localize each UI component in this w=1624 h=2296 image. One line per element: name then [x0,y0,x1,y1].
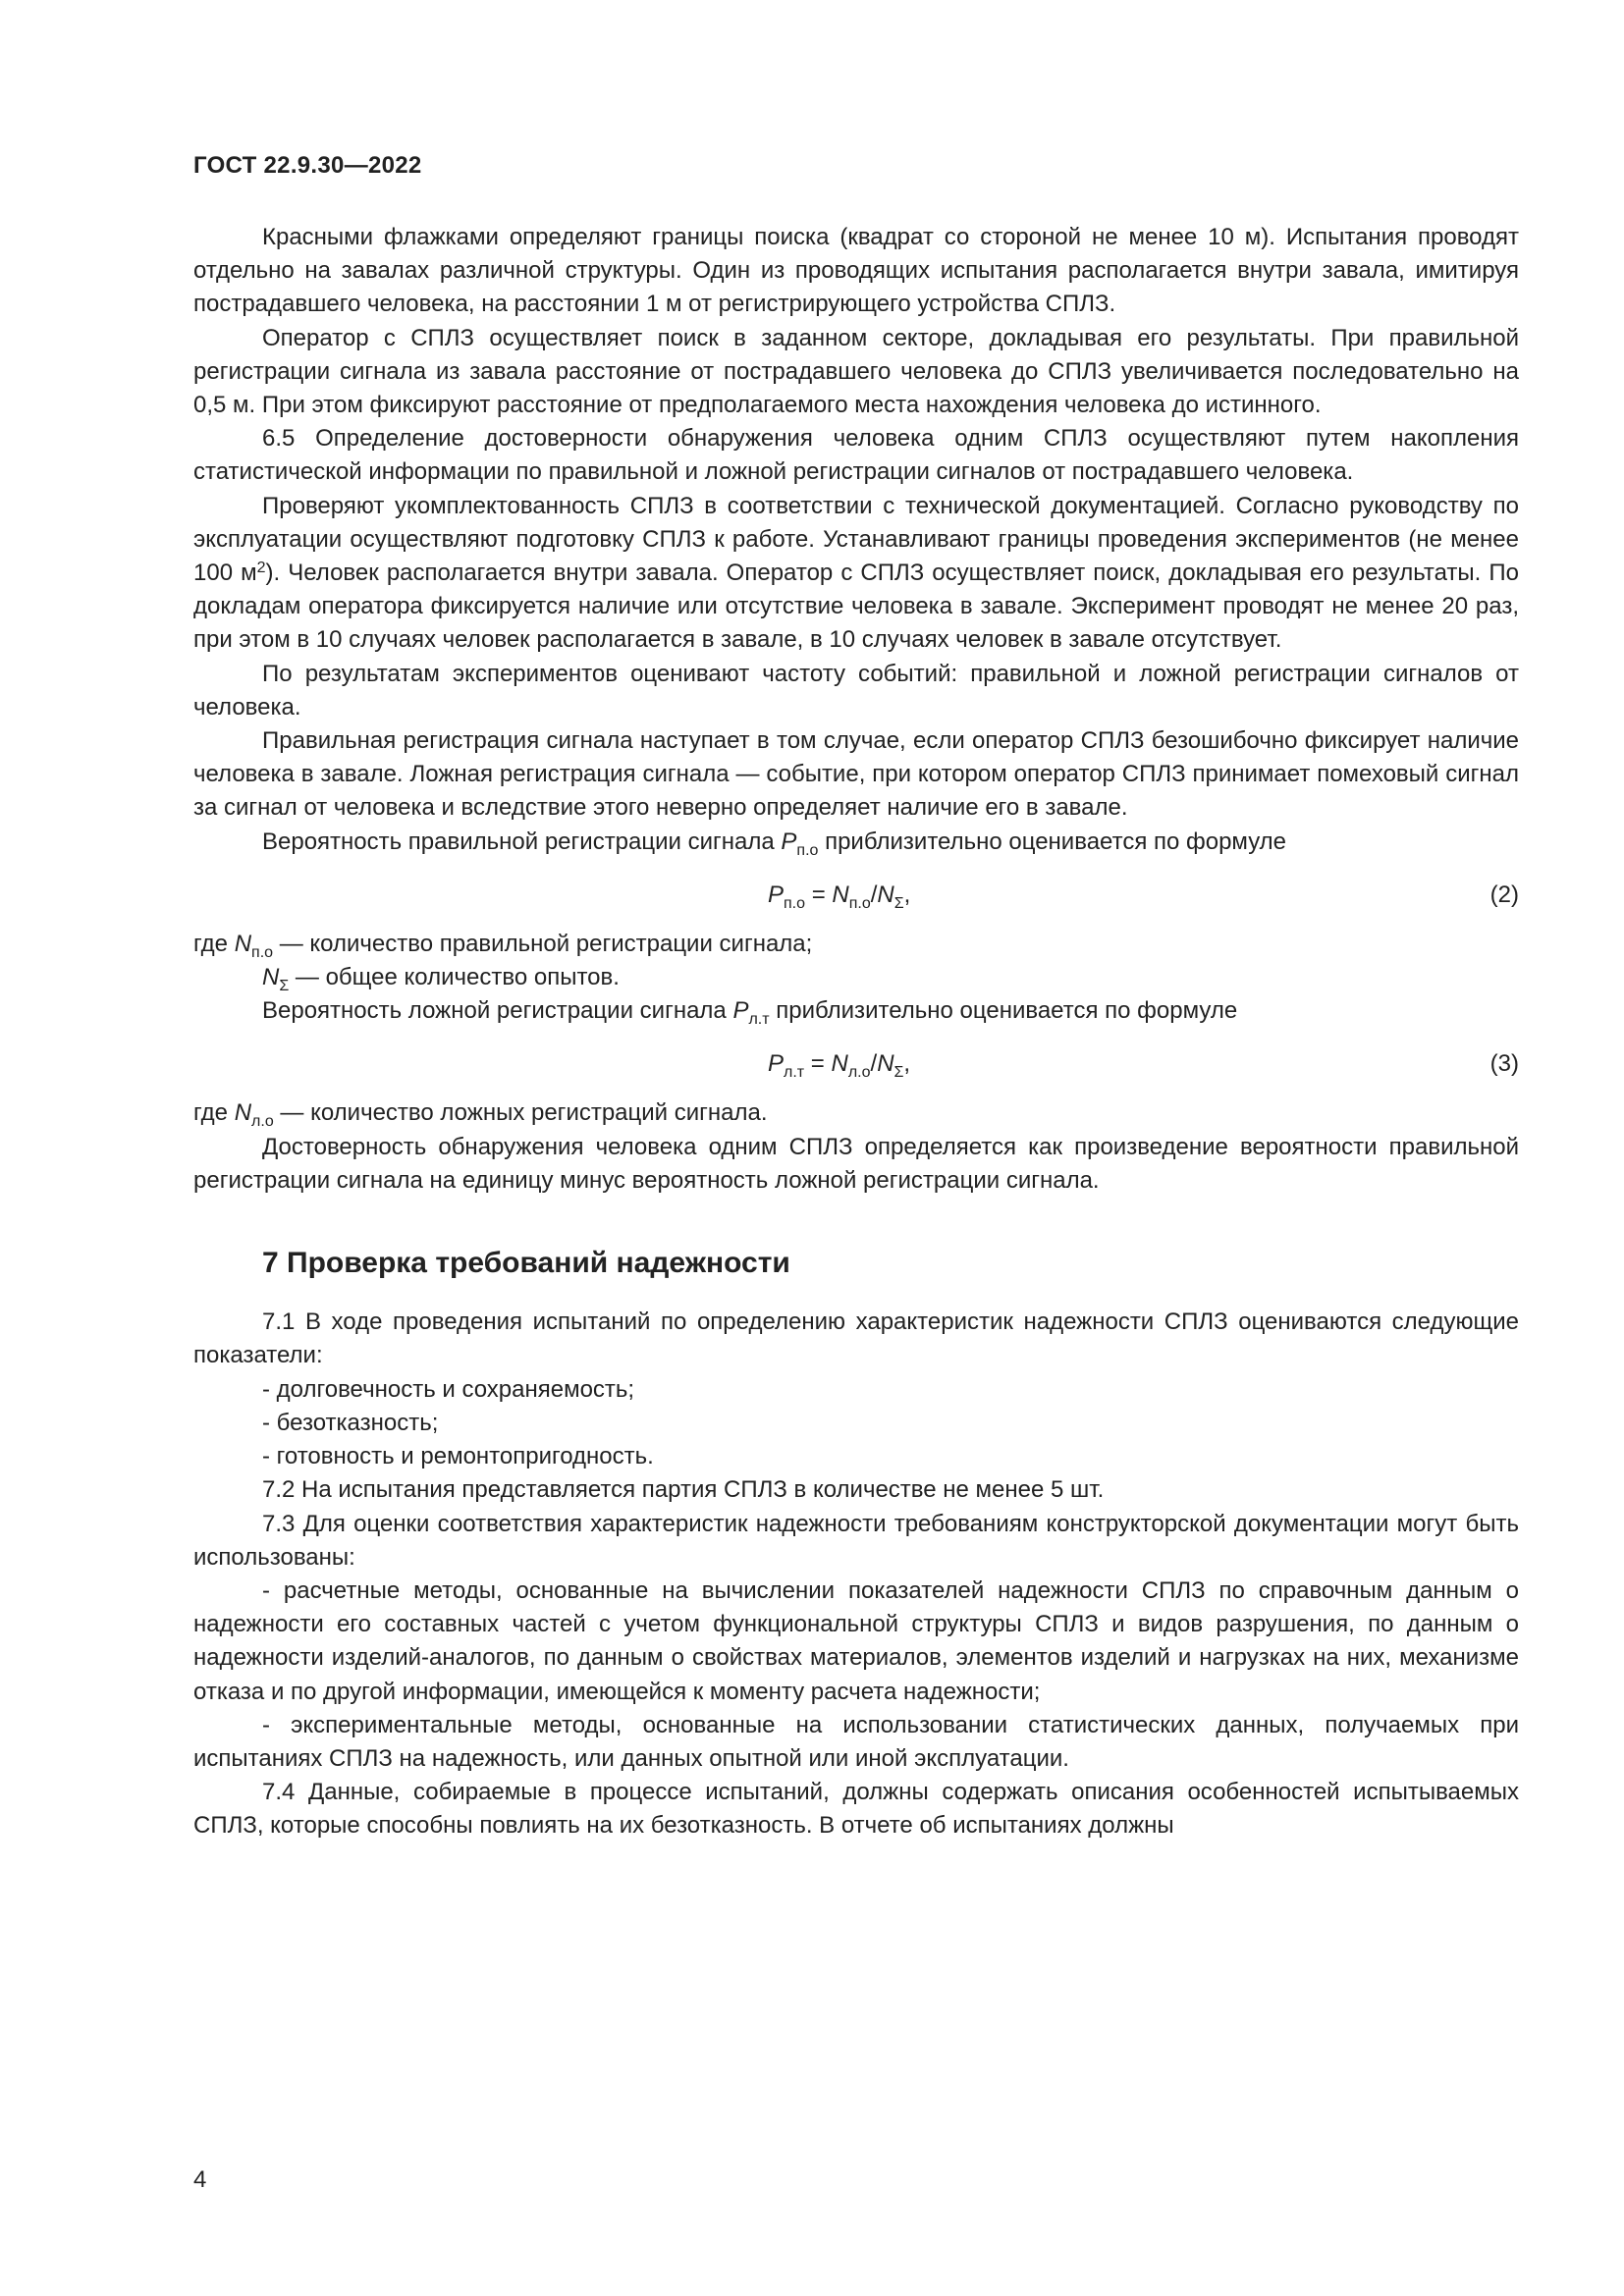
paragraph-6-5: 6.5 Определение достоверности обнаружения человека одним СПЛЗ осуществляют путем накопления статистической информации по правильной и ложной регистрации сигналов от пострадавшего человека. [193,425,1519,486]
paragraph: Достоверность обнаружения человека одним СПЛЗ определяется как произведение вероятности правильной регистрации сигнала на единицу минус вероятность ложной регистрации сигнала. [193,1133,1519,1194]
paragraph: Оператор с СПЛЗ осуществляет поиск в заданном секторе, докладывая его результаты. При правильной регистрации сигнала из завала расстояние от пострадавшего человека до СПЛЗ увеличивается последовательно на 0,5 м. При этом фиксируют расстояние от предполагаемого места нахождения человека до истинного. [193,324,1519,419]
equals: = [805,881,833,908]
symbol-n: N [262,964,280,991]
paragraph-7-1: 7.1 В ходе проведения испытаний по определению характеристик надежности СПЛЗ оцениваются следующие показатели: [193,1308,1519,1369]
subscript: л.о [847,1064,871,1082]
subscript: п.о [251,943,274,961]
where-clause [193,1096,1519,1130]
formula-expression [768,1047,910,1081]
symbol-p: P [781,828,797,855]
subscript: Σ [893,894,904,912]
formula-2 [193,867,1519,924]
subscript: л.т [784,1064,805,1082]
text: — количество ложных регистраций сигнала. [273,1099,768,1127]
symbol-p: P [768,1050,785,1078]
formula-3 [193,1036,1519,1093]
subscript: л.о [251,1113,274,1131]
symbol-n: N [877,1050,894,1078]
equals: = [804,1050,832,1078]
list-item: - долговечность и сохраняемость; [262,1375,635,1403]
symbol-p: P [768,881,785,908]
list-item: - экспериментальные методы, основанные на использовании статистических данных, получаемых при испытаниях СПЛЗ на надежность, или данных опытной или иной эксплуатации. [193,1711,1519,1772]
symbol-n: N [831,1050,848,1078]
symbol-n: N [234,930,252,957]
paragraph [193,490,1519,658]
symbol-n: N [832,881,849,908]
subscript: Σ [893,1064,904,1082]
text: Проверяют укомплектованность СПЛЗ в соответствии с технической документацией. Согласно руководству по эксплуатации осуществляют подготовку СПЛЗ к работе. Устанавливают границы проведения экспериментов (не менее 100 м [193,492,1519,587]
paragraph: Правильная регистрация сигнала наступает в том случае, если оператор СПЛЗ безошибочно фиксирует наличие человека в завале. Ложная регистрация сигнала — событие, при котором оператор СПЛЗ принимает помеховый сигнал за сигнал от человека и вследствие этого неверно определяет наличие его в завале. [193,727,1519,822]
paragraph [193,994,1519,1028]
paragraph: Красными флажками определяют границы поиска (квадрат со стороной не менее 10 м). Испытания проводят отдельно на завалах различной структуры. Один из проводящих испытания располагается внутри завала, имитируя пострадавшего человека, на расстоянии 1 м от регистрирующего устройства СПЛЗ. [193,224,1519,318]
subscript: п.о [796,841,819,859]
paragraph-7-2: 7.2 На испытания представляется партия СПЛЗ в количестве не менее 5 шт. [262,1476,1105,1504]
list-item: - готовность и ремонтопригодность. [262,1443,654,1470]
slash: / [870,1050,878,1078]
text: Вероятность ложной регистрации сигнала [262,997,733,1025]
text: ). Человек располагается внутри завала. Оператор с СПЛЗ осуществляет поиск, докладывая его результаты. По докладам оператора фиксируется наличие или отсутствие человека в завале. Эксперимент проводят не менее 20 раз, при этом в 10 случаях человек располагается в завале, в 10 случаях человек в завале отсутствует. [193,560,1520,654]
text: приблизительно оценивается по формуле [818,828,1287,855]
formula-number: (2) [1489,881,1519,908]
paragraph-7-3: 7.3 Для оценки соответствия характеристик надежности требованиям конструкторской документации могут быть использованы: [193,1510,1519,1571]
document-code: ГОСТ 22.9.30—2022 [193,152,422,179]
paragraph-7-4: 7.4 Данные, собираемые в процессе испытаний, должны содержать описания особенностей испытываемых СПЛЗ, которые способны повлиять на их безотказность. В отчете об испытаниях должны [193,1779,1519,1840]
symbol-n: N [877,881,894,908]
text: где [193,1099,235,1127]
document-body [193,221,1519,1843]
comma: , [903,1050,911,1078]
slash: / [870,881,878,908]
text: Вероятность правильной регистрации сигнала [262,828,782,855]
symbol-n: N [234,1099,252,1127]
text: приблизительно оценивается по формуле [769,997,1238,1025]
symbol-p: P [732,997,749,1025]
paragraph: По результатам экспериментов оценивают частоту событий: правильной и ложной регистрации сигналов от человека. [193,660,1519,721]
where-clause [193,928,1519,961]
subscript: п.о [784,894,806,912]
subscript: л.т [748,1011,770,1029]
list-item: - безотказность; [262,1409,439,1436]
subscript: Σ [279,978,290,995]
superscript: 2 [256,560,266,577]
formula-expression [768,879,910,912]
paragraph [193,826,1519,859]
list-item: - расчетные методы, основанные на вычислении показателей надежности СПЛЗ по справочным данным о надежности его составных частей с учетом функциональной структуры СПЛЗ и видов разрушения, по данным о надежности изделий-аналогов, по данным о свойствах материалов, элементов изделий и нагрузках на них, механизме отказа и по другой информации, имеющейся к моменту расчета надежности; [193,1576,1519,1705]
page-number: 4 [193,2166,207,2193]
text: — количество правильной регистрации сигнала; [273,930,813,957]
text: — общее количество опытов. [289,964,620,991]
comma: , [903,881,911,908]
text: где [193,930,235,957]
subscript: п.о [848,894,871,912]
formula-number: (3) [1489,1050,1519,1078]
section-heading: 7 Проверка требований надежности [262,1247,790,1280]
where-clause [193,961,1519,994]
